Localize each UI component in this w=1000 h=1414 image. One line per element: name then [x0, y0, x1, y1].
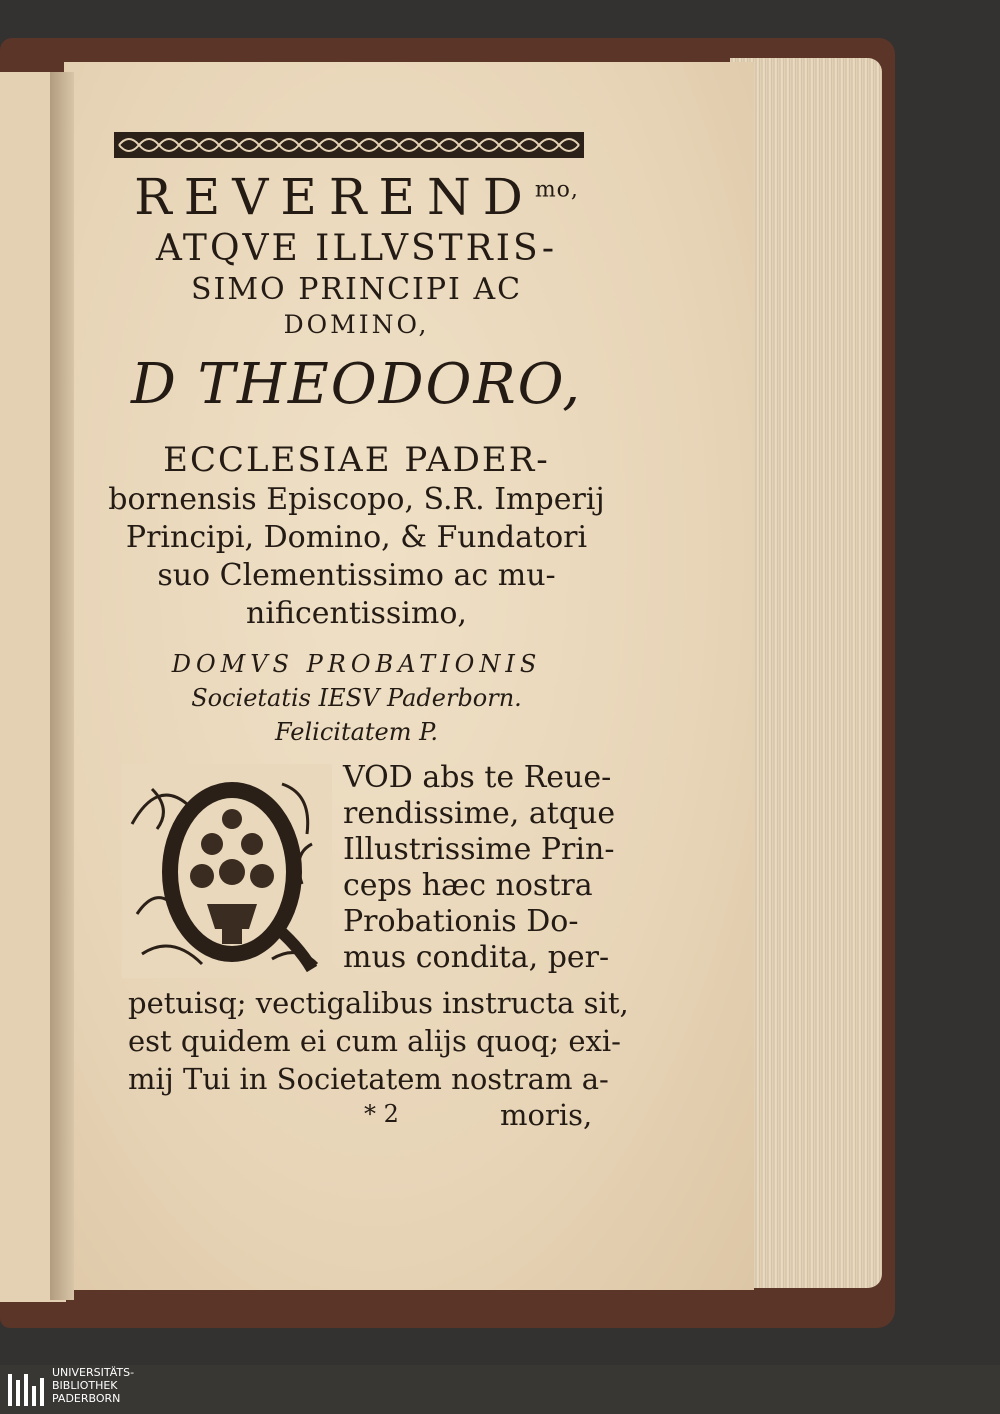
- library-line-1: UNIVERSITÄTS-: [52, 1366, 135, 1379]
- title-line2: ATQVE ILLVSTRIS-: [155, 228, 558, 269]
- library-footer-bar: [0, 1365, 1000, 1414]
- body-indent-line-3: Illustrissime Prin-: [343, 832, 615, 867]
- body-indent-line-1: VOD abs te Reue-: [343, 760, 612, 795]
- dedication-line-5: nificentissimo,: [246, 596, 467, 631]
- library-line-3: PADERBORN: [52, 1392, 121, 1405]
- library-line-2: BIBLIOTHEK: [52, 1379, 118, 1392]
- body-indent-line-5: Probationis Do-: [343, 904, 579, 939]
- title-line4: DOMINO,: [283, 310, 430, 339]
- domus-line-3: Felicitatem P.: [274, 718, 439, 746]
- domus-line-2: Societatis IESV Paderborn.: [191, 684, 522, 712]
- title-theodoro: D THEODORO,: [130, 352, 583, 417]
- body-indent-line-6: mus condita, per-: [343, 940, 610, 975]
- library-name: [52, 1366, 134, 1405]
- decorated-initial-image: [122, 764, 332, 978]
- dedication-line-3: Principi, Domino, & Fundatori: [125, 520, 588, 555]
- title-reverend: $REVEREND^{mo,}$: [134, 168, 579, 226]
- body-indent-line-2: rendissime, atque: [343, 796, 616, 831]
- library-logo-icon: [6, 1370, 46, 1410]
- domus-line-1: DOMVS PROBATIONIS: [171, 650, 542, 678]
- dedication-line-4: suo Clementissimo ac mu-: [157, 558, 556, 593]
- dedication-line-2: bornensis Episcopo, S.R. Imperij: [108, 482, 605, 517]
- title-superscript: mo,: [534, 177, 579, 203]
- catchword: moris,: [500, 1098, 593, 1132]
- initial-letter: Q: [327, 798, 328, 799]
- signature-mark: * 2: [364, 1100, 399, 1128]
- body-indent-line-4: ceps hæc nostra: [343, 868, 593, 903]
- page-text: [64, 62, 754, 1290]
- title-line3: SIMO PRINCIPI AC: [190, 272, 523, 307]
- ornament-band: [114, 128, 584, 162]
- dedication-line-1: ECCLESIAE PADER-: [163, 440, 550, 480]
- body-line-3: mij Tui in Societatem nostram a-: [128, 1062, 609, 1096]
- body-line-1: petuisq; vectigalibus instructa sit,: [128, 986, 629, 1020]
- body-line-2: est quidem ei cum alijs quoq; exi-: [128, 1024, 621, 1058]
